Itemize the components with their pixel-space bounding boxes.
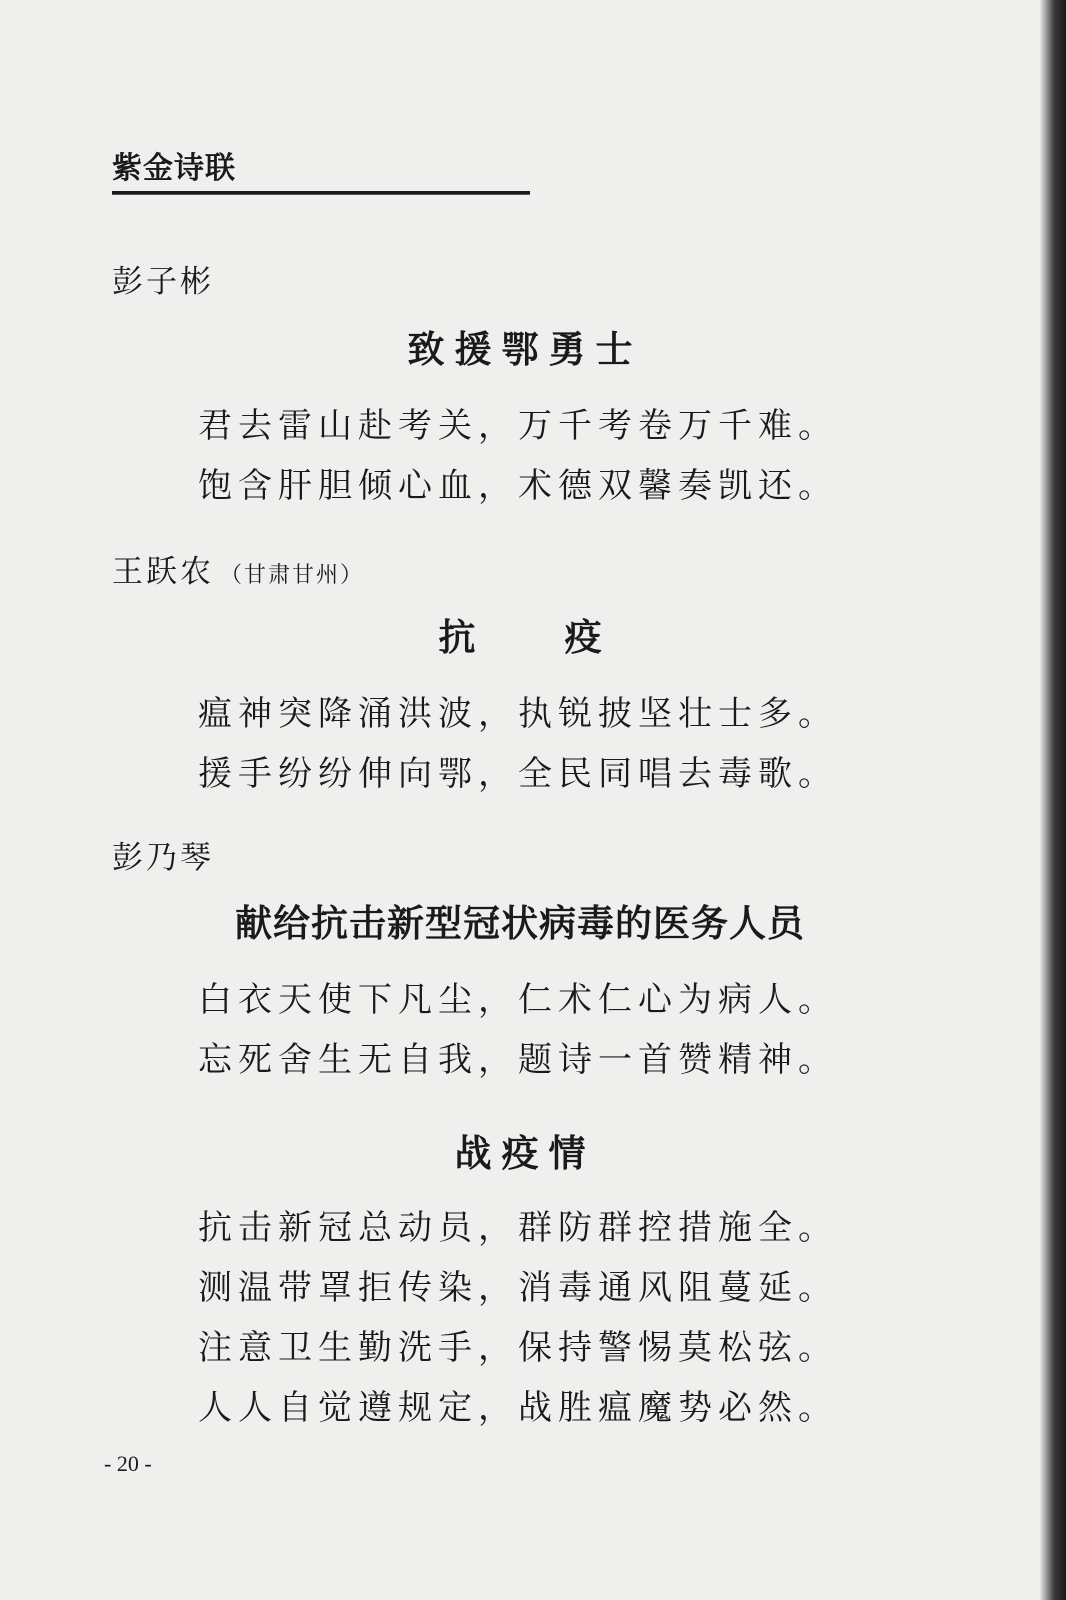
verse-line: 测温带罩拒传染，消毒通风阻蔓延。 — [198, 1268, 838, 1308]
verse-line: 忘死舍生无自我，题诗一首赞精神。 — [198, 1040, 838, 1080]
author-origin: （甘肃甘州） — [220, 563, 365, 588]
verse-line: 抗击新冠总动员，群防群控措施全。 — [198, 1208, 838, 1248]
verse-line: 君去雷山赴考关，万千考卷万千难。 — [198, 406, 838, 446]
poem-verse — [198, 396, 838, 516]
poem-title: 献给抗击新型冠状病毒的医务人员 — [235, 901, 805, 945]
verse-line: 援手纷纷伸向鄂，全民同唱去毒歌。 — [198, 754, 838, 794]
author-name: 彭子彬 — [112, 264, 214, 300]
poem-verse — [198, 1198, 838, 1438]
poem-verse — [198, 970, 838, 1090]
verse-line: 白衣天使下凡尘，仁术仁心为病人。 — [198, 980, 838, 1020]
poem-verse — [198, 684, 838, 804]
page-binding-edge — [1040, 0, 1066, 1600]
poem-title: 抗 疫 — [438, 615, 628, 659]
author-name: 彭乃琴 — [112, 840, 214, 876]
author-name: 王跃农 — [112, 554, 214, 590]
verse-line: 饱含肝胆倾心血，术德双馨奏凯还。 — [198, 466, 838, 506]
verse-line: 瘟神突降涌洪波，执锐披坚壮士多。 — [198, 694, 838, 734]
running-header — [112, 150, 530, 195]
header-title: 紫金诗联 — [112, 151, 236, 186]
header-rule — [112, 191, 530, 195]
verse-line: 注意卫生勤洗手，保持警惕莫松弦。 — [198, 1328, 838, 1368]
verse-line: 人人自觉遵规定，战胜瘟魔势必然。 — [198, 1388, 838, 1428]
poem-title: 致援鄂勇士 — [407, 327, 643, 371]
poem-author — [112, 838, 214, 878]
page-number: - 20 - — [104, 1451, 152, 1476]
poem-author — [112, 262, 214, 302]
poem-title: 战疫情 — [454, 1131, 596, 1175]
poem-author — [112, 552, 364, 596]
